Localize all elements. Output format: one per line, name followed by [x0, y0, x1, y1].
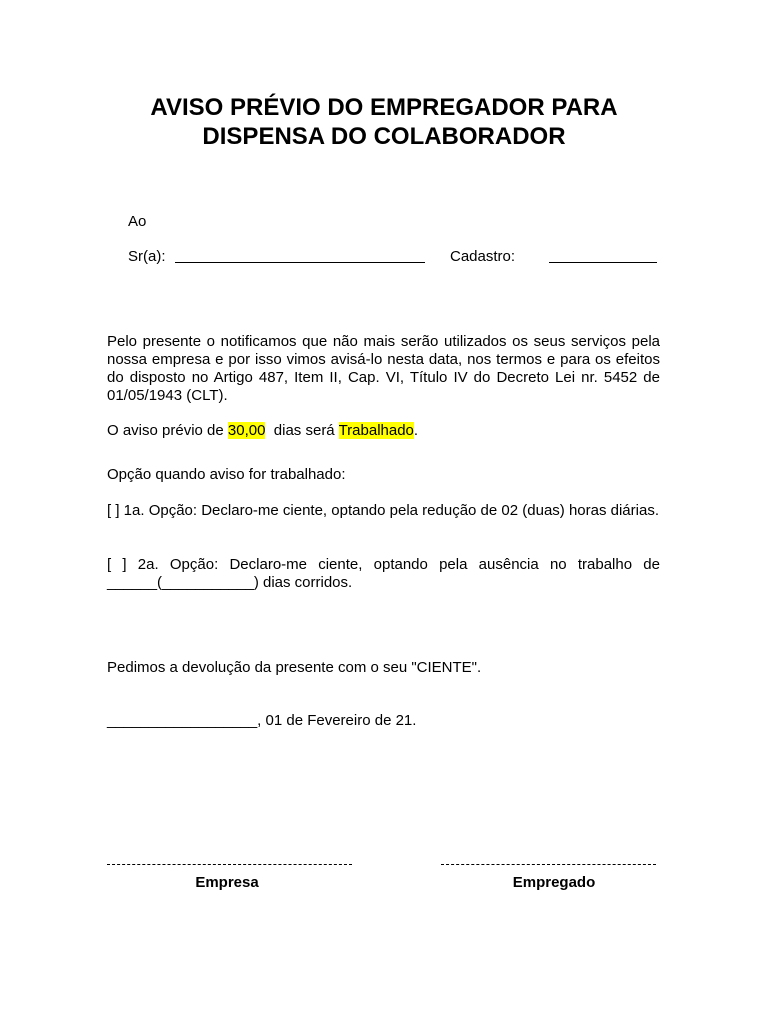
cadastro-underline	[549, 248, 657, 263]
empregado-label: Empregado	[512, 874, 596, 891]
aviso-suffix: .	[413, 422, 419, 439]
title-line-2: DISPENSA DO COLABORADOR	[202, 123, 566, 150]
return-request: Pedimos a devolução da presente com o seu "CIENTE".	[107, 659, 482, 676]
title-line-1: AVISO PRÉVIO DO EMPREGADOR PARA	[150, 94, 618, 121]
place-date-line: __________________, 01 de Fevereiro de 21.	[107, 712, 417, 729]
aviso-type-highlight: Trabalhado	[338, 422, 414, 439]
addressee-ao: Ao	[128, 213, 147, 230]
aviso-previo-line	[107, 422, 660, 440]
empregado-signature-line	[441, 864, 656, 865]
sra-name-underline	[175, 248, 425, 263]
cadastro-field	[549, 248, 657, 268]
cadastro-label: Cadastro:	[450, 248, 516, 265]
intro-paragraph: Pelo presente o notificamos que não mais serão utilizados os seus serviços pela nossa empresa e por isso vimos avisá-lo nesta data, nos termos e para os efeitos do disposto no Artigo 487, Item II, Cap. VI, Título IV do Decreto Lei nr. 5452 de 01/05/1943 (CLT).	[107, 333, 660, 404]
sra-name-field	[175, 248, 425, 268]
sra-label: Sr(a):	[128, 248, 166, 265]
option-heading: Opção quando aviso for trabalhado:	[107, 466, 346, 483]
option-2: [ ] 2a. Opção: Declaro-me ciente, optando pela ausência no trabalho de ______(___________) dias corridos.	[107, 556, 660, 591]
aviso-prefix: O aviso prévio de	[107, 422, 228, 439]
option-1: [ ] 1a. Opção: Declaro-me ciente, optando pela redução de 02 (duas) horas diárias.	[107, 502, 659, 519]
aviso-days-highlight: 30,00	[227, 422, 266, 439]
aviso-middle: dias será	[265, 422, 339, 439]
empresa-label: Empresa	[195, 874, 259, 891]
empresa-signature-line	[107, 864, 352, 865]
document-title	[0, 93, 768, 151]
